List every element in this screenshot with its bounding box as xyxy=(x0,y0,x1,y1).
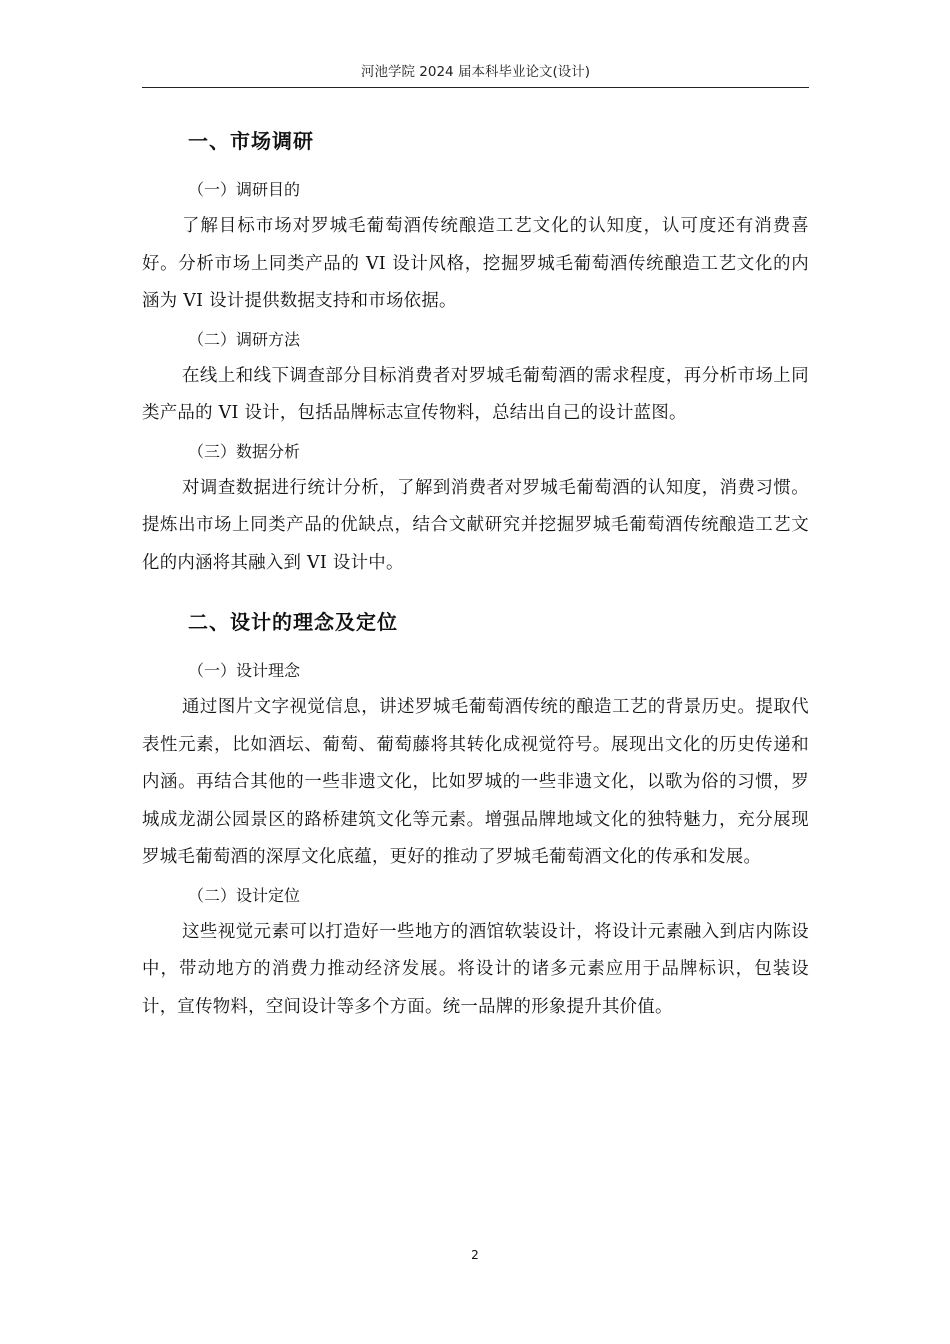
page-header: 河池学院 2024 届本科毕业论文(设计) xyxy=(361,64,590,80)
header-rule xyxy=(142,87,809,88)
page-number: 2 xyxy=(471,1248,479,1262)
paragraph-data-analysis: 对调查数据进行统计分析，了解到消费者对罗城毛葡萄酒的认知度，消费习惯。提炼出市场上同类产品的优缺点，结合文献研究并挖掘罗城毛葡萄酒传统酿造工艺文化的内涵将其融入到 VI 设计中。 xyxy=(142,477,809,573)
subsection-title-design-positioning: （二）设计定位 xyxy=(188,885,301,905)
document-body xyxy=(142,115,809,1026)
subsection-title-design-concept: （一）设计理念 xyxy=(188,661,301,680)
paragraph-research-purpose: 了解目标市场对罗城毛葡萄酒传统酿造工艺文化的认知度，认可度还有消费喜好。分析市场上同类产品的 VI 设计风格，挖掘罗城毛葡萄酒传统酿造工艺文化的内涵为 VI 设计提供数据支持和市场依据。 xyxy=(142,216,809,311)
subsection-title-research-purpose: （一）调研目的 xyxy=(188,180,301,199)
section-gap xyxy=(142,582,809,596)
paragraph-research-method: 在线上和线下调查部分目标消费者对罗城毛葡萄酒的需求程度，再分析市场上同类产品的 VI 设计，包括品牌标志宣传物料，总结出自己的设计蓝图。 xyxy=(142,365,809,423)
subsection-title-data-analysis: （三）数据分析 xyxy=(188,441,301,461)
subsection-title-research-method: （二）调研方法 xyxy=(188,329,301,349)
section-title-design-concept-positioning: 二、设计的理念及定位 xyxy=(188,610,398,634)
section-title-market-research: 一、市场调研 xyxy=(188,129,314,153)
paragraph-design-concept: 通过图片文字视觉信息，讲述罗城毛葡萄酒传统的酿造工艺的背景历史。提取代表性元素，比如酒坛、葡萄、葡萄藤将其转化成视觉符号。展现出文化的历史传递和内涵。再结合其他的一些非遗文化，比如罗城的一些非遗文化，以歌为俗的习惯，罗城成龙湖公园景区的路桥建筑文化等元素。增强品牌地域文化的独特魅力，充分展现罗城毛葡萄酒的深厚文化底蕴，更好的推动了罗城毛葡萄酒文化的传承和发展。 xyxy=(142,697,809,867)
paragraph-design-positioning: 这些视觉元素可以打造好一些地方的酒馆软装设计，将设计元素融入到店内陈设中，带动地方的消费力推动经济发展。将设计的诸多元素应用于品牌标识，包装设计，宣传物料，空间设计等多个方面。统一品牌的形象提升其价值。 xyxy=(142,921,809,1017)
